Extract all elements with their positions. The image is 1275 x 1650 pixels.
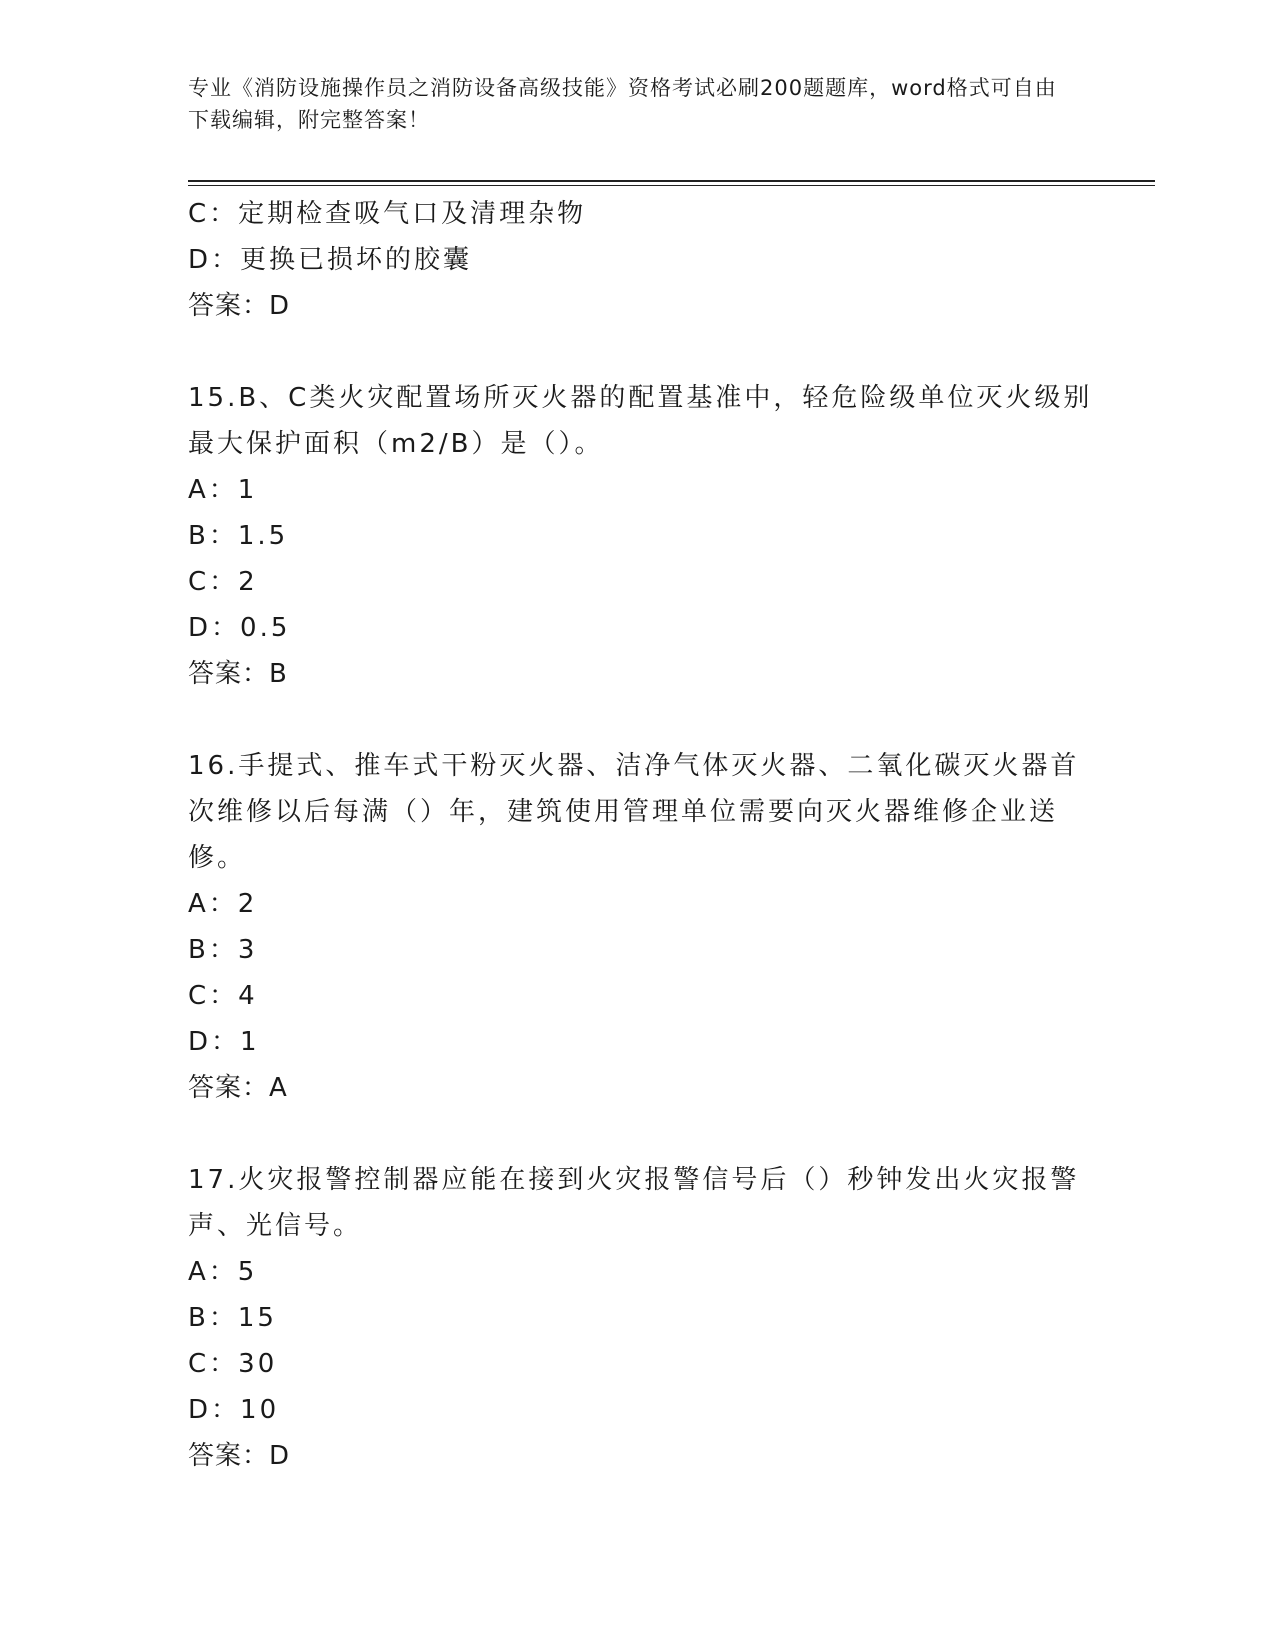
question-list (188, 191, 1093, 1479)
question-text-line: 次维修以后每满（）年，建筑使用管理单位需要向灭火器维修企业送 (188, 797, 1059, 827)
question-text-line: 修。 (188, 843, 247, 873)
question-text-line: 最大保护面积（m2/B）是（）。 (188, 429, 604, 459)
question-text-line: 15.B、C类火灾配置场所灭火器的配置基准中，轻危险级单位灭火级别 (188, 383, 1093, 413)
option-c: C：30 (188, 1349, 278, 1379)
question-text-line: 17.火灾报警控制器应能在接到火灾报警信号后（）秒钟发出火灾报警 (188, 1165, 1080, 1195)
spacer (188, 697, 1088, 743)
question-15 (188, 375, 1093, 697)
option-d: D：10 (188, 1395, 280, 1425)
answer-line: 答案：B (188, 659, 288, 689)
spacer (188, 1111, 1088, 1157)
partial-question (188, 191, 1088, 329)
question-text-line: 16.手提式、推车式干粉灭火器、洁净气体灭火器、二氧化碳灭火器首 (188, 751, 1080, 781)
header-divider-thick (188, 180, 1155, 182)
option-c: C：定期检查吸气口及清理杂物 (188, 199, 587, 229)
option-c: C：4 (188, 981, 258, 1011)
header-text: 专业《消防设施操作员之消防设备高级技能》资格考试必刷200题题库，word格式可自由下载编辑，附完整答案！ (188, 76, 1057, 132)
option-a: A：1 (188, 475, 258, 505)
option-d: D：0.5 (188, 613, 291, 643)
question-text-line: 声、光信号。 (188, 1211, 363, 1241)
answer-line: 答案：D (188, 291, 291, 321)
question-17 (188, 1157, 1088, 1479)
option-d: D：1 (188, 1027, 260, 1057)
spacer (188, 329, 1088, 375)
option-d: D：更换已损坏的胶囊 (188, 245, 473, 275)
option-c: C：2 (188, 567, 258, 597)
option-a: A：5 (188, 1257, 258, 1287)
option-a: A：2 (188, 889, 258, 919)
option-b: B：3 (188, 935, 258, 965)
option-b: B：1.5 (188, 521, 289, 551)
answer-line: 答案：D (188, 1441, 291, 1471)
document-header (188, 72, 1068, 136)
answer-line: 答案：A (188, 1073, 288, 1103)
header-divider-thin (188, 185, 1155, 186)
question-16 (188, 743, 1088, 1111)
option-b: B：15 (188, 1303, 277, 1333)
